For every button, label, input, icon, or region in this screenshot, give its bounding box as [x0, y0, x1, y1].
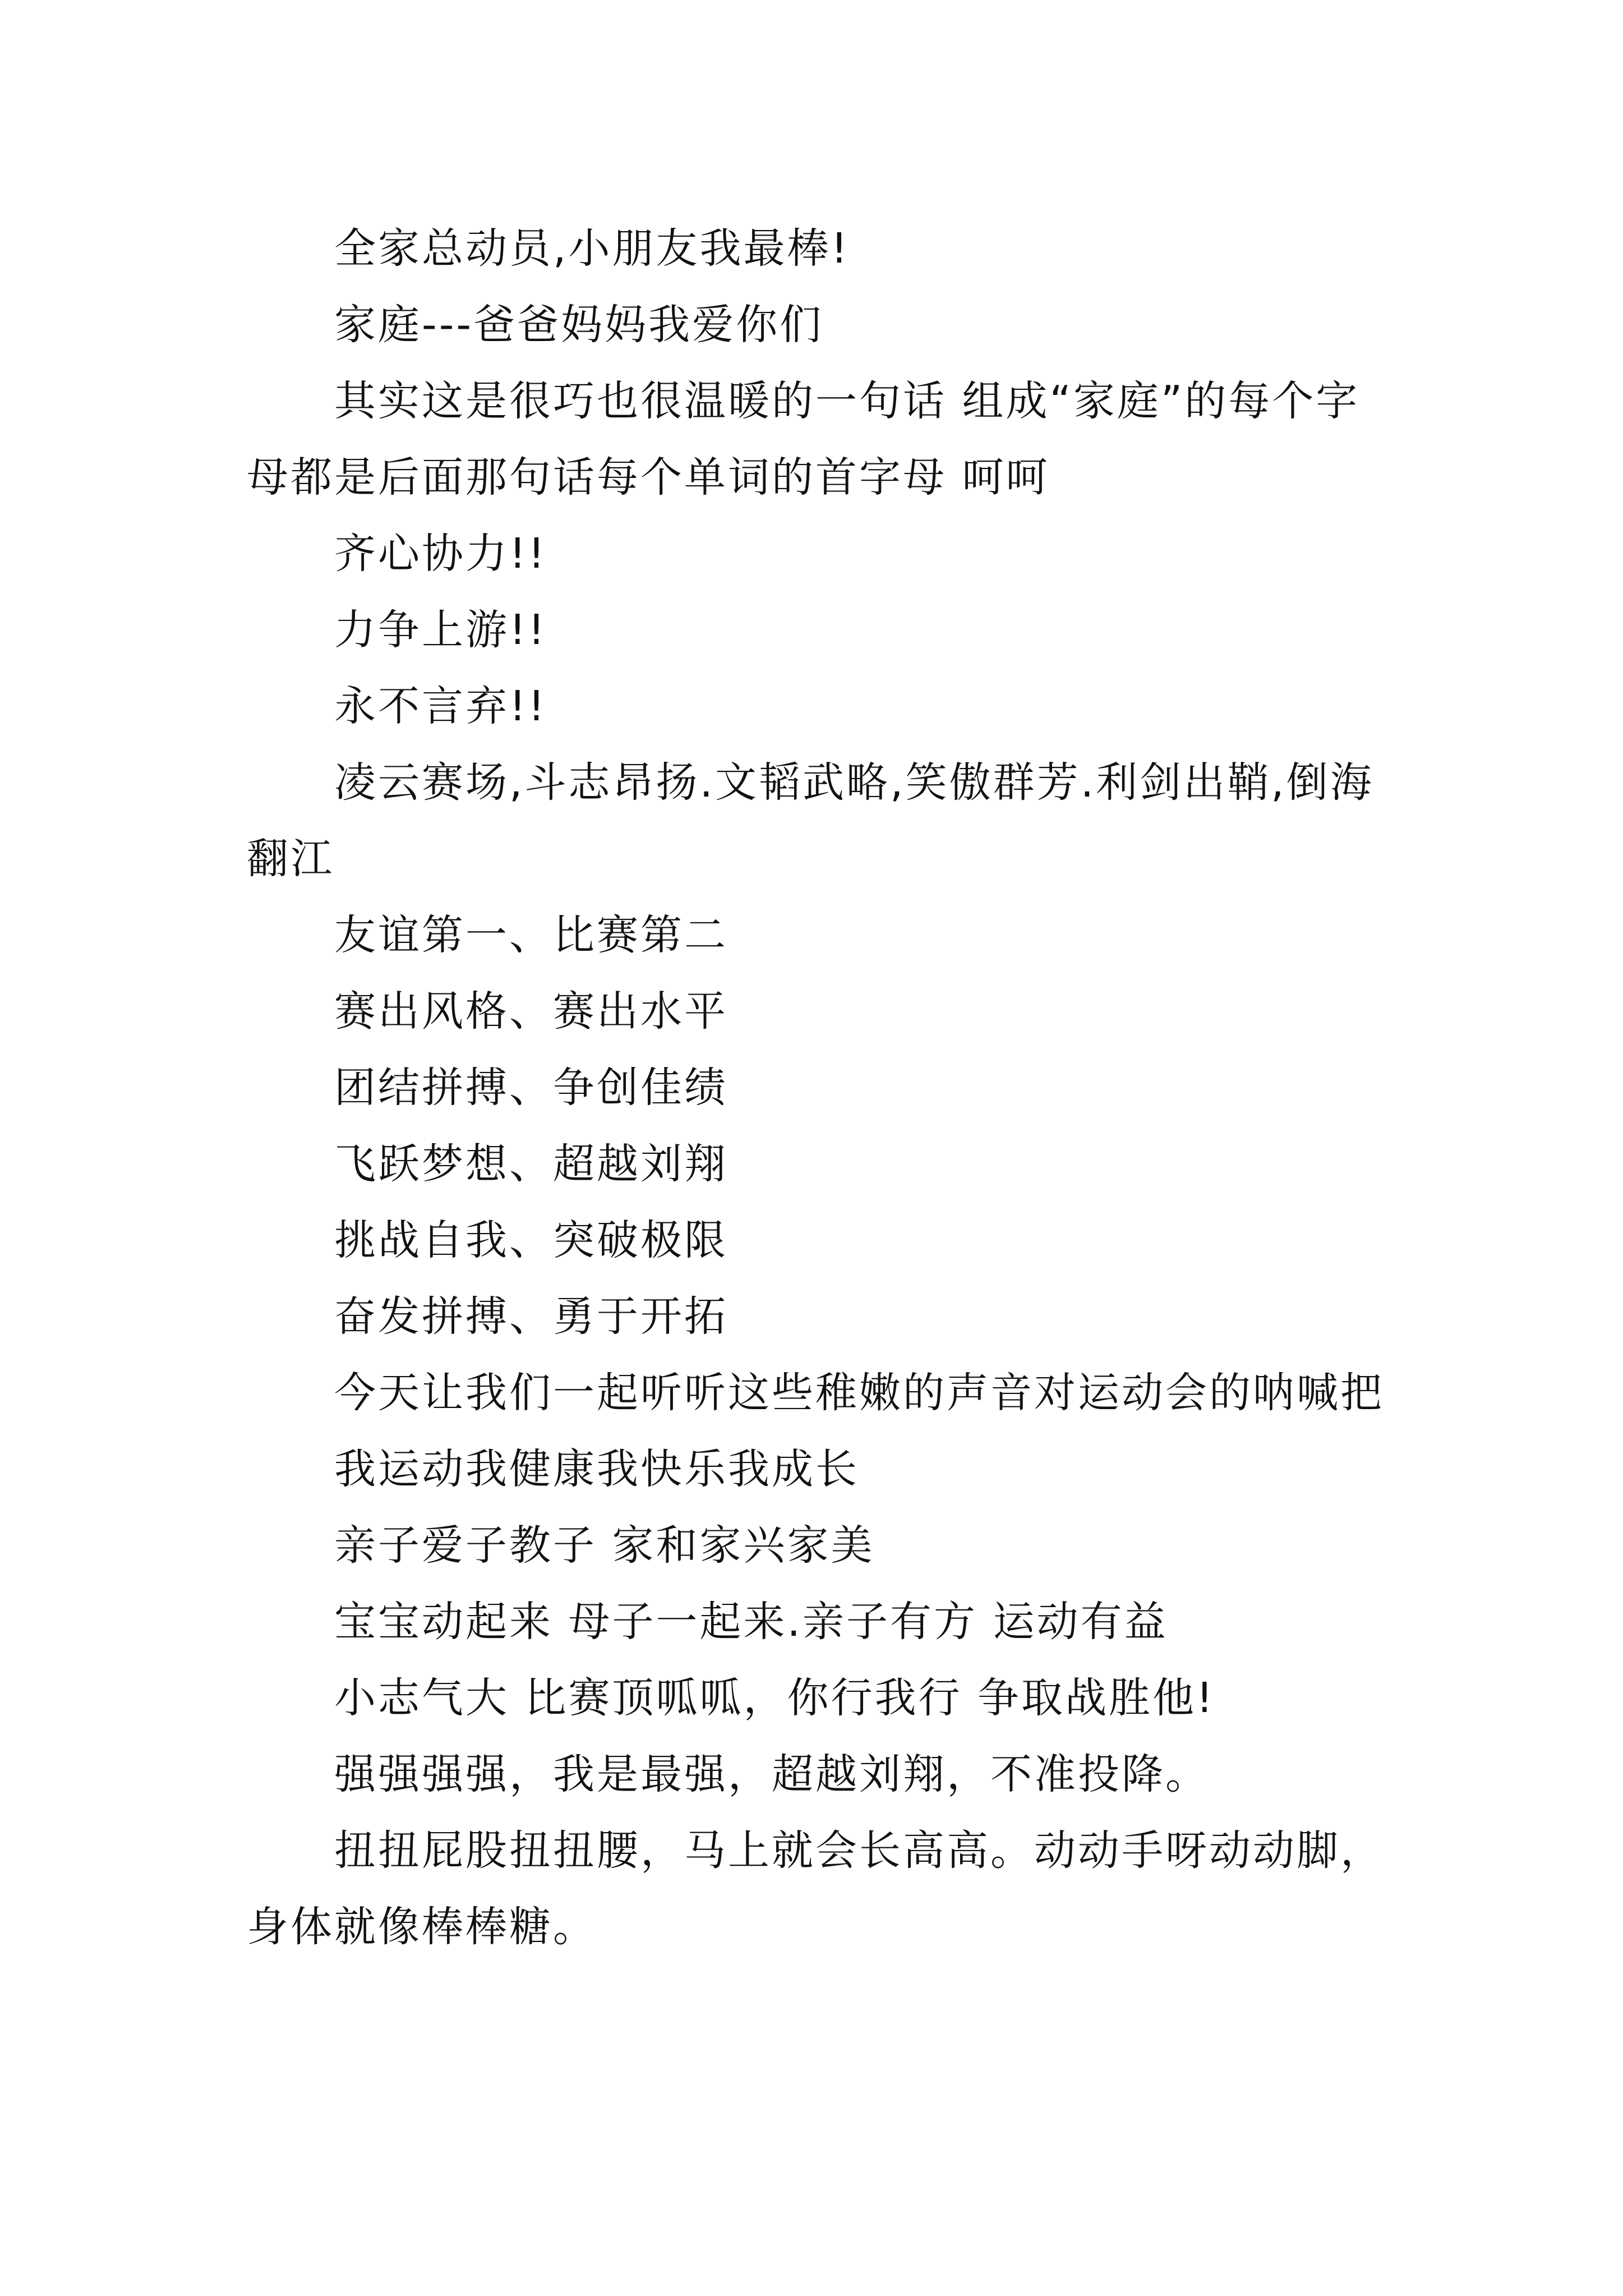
paragraph-14: 今天让我们一起听听这些稚嫩的声音对运动会的呐喊把: [334, 1369, 1384, 1417]
paragraph-11: 飞跃梦想、超越刘翔: [334, 1140, 728, 1188]
document-body: [247, 210, 1385, 1965]
paragraph-13: 奋发拼搏、勇于开拓: [334, 1292, 728, 1341]
paragraph-4: 齐心协力!!: [334, 530, 547, 578]
paragraph-15: 我运动我健康我快乐我成长: [334, 1445, 859, 1493]
paragraph-6: 永不言弃!!: [334, 682, 547, 730]
paragraph-17: 宝宝动起来 母子一起来.亲子有方 运动有益: [334, 1598, 1168, 1646]
paragraph-1: 全家总动员,小朋友我最棒!: [334, 224, 850, 273]
paragraph-9: 赛出风格、赛出水平: [334, 987, 728, 1036]
paragraph-8: 友谊第一、比赛第二: [334, 911, 728, 959]
paragraph-2: 家庭---爸爸妈妈我爱你们: [334, 301, 824, 349]
paragraph-18: 小志气大 比赛顶呱呱，你行我行 争取战胜他!: [334, 1674, 1215, 1722]
paragraph-19: 强强强强，我是最强，超越刘翔，不准投降。: [334, 1750, 1209, 1798]
paragraph-10: 团结拼搏、争创佳绩: [334, 1064, 728, 1112]
paragraph-20: 扭扭屁股扭扭腰，马上就会长高高。动动手呀动动脚，身体就像棒棒糖。: [247, 1826, 1384, 1951]
paragraph-3: 其实这是很巧也很温暖的一句话 组成“家庭”的每个字母都是后面那句话每个单词的首字母 呵呵: [247, 377, 1360, 501]
paragraph-12: 挑战自我、突破极限: [334, 1216, 728, 1264]
paragraph-5: 力争上游!!: [334, 606, 547, 654]
paragraph-7: 凌云赛场,斗志昂扬.文韬武略,笑傲群芳.利剑出鞘,倒海翻江: [247, 758, 1374, 883]
paragraph-16: 亲子爱子教子 家和家兴家美: [334, 1521, 875, 1570]
